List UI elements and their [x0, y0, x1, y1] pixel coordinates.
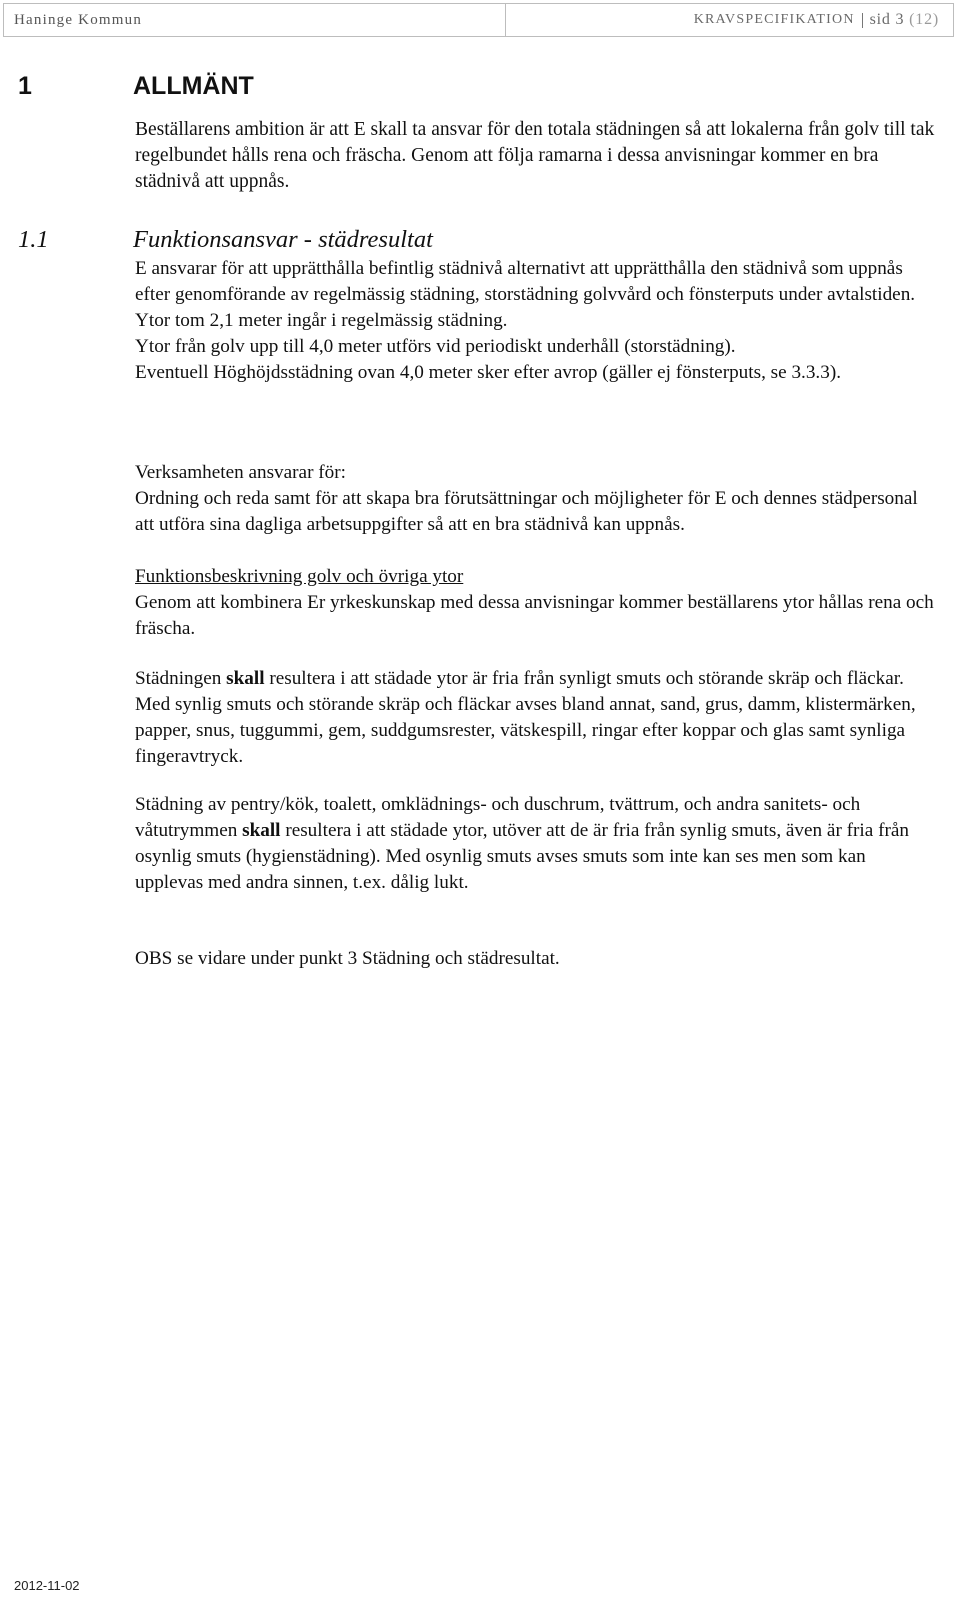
footer-date: 2012-11-02	[14, 1578, 80, 1593]
business-responsibility-paragraph	[135, 460, 935, 538]
header-doc-info	[506, 4, 953, 36]
section-1-1-heading	[18, 226, 433, 254]
high-altitude-cleaning-text: Eventuell Höghöjdsstädning ovan 4,0 meter sker efter avrop (gäller ej fönsterputs, se 3.3.3).	[135, 362, 842, 383]
header-org: Haninge Kommun	[4, 4, 506, 36]
header-page-total: (12)	[909, 11, 939, 28]
visible-dirt-paragraph: Städningen skall resultera i att städade ytor är fria från synligt smuts och störande skräp och fläckar. Med synlig smuts och störande skräp och fläckar avses bland annat, sand, grus, damm, klistermärken, papper, snus, tuggummi, gem, suddgumsrester, vätskespill, ringar efter koppar och glas samt synliga fingeravtryck.	[135, 668, 916, 767]
business-responsibility-heading: Verksamheten ansvarar för:	[135, 462, 346, 483]
function-description-heading: Funktionsbeskrivning golv och övriga ytor	[135, 566, 464, 587]
responsibility-text: E ansvarar för att upprätthålla befintlig städnivå alternativt att upprätthålla den städnivå som uppnås efter genomförande av regelmässig städning, storstädning golvvård och fönsterputs under avtalstiden.	[135, 258, 916, 305]
emphasis-skall: skall	[226, 668, 265, 689]
header-separator	[862, 13, 863, 28]
regular-cleaning-text: Ytor tom 2,1 meter ingår i regelmässig städning.	[135, 310, 508, 331]
header-page: sid 3	[869, 11, 905, 28]
section-1-1-title: Funktionsansvar - städresultat	[133, 226, 433, 253]
function-description-paragraph	[135, 564, 935, 642]
periodic-maintenance-text: Ytor från golv upp till 4,0 meter utförs vid periodiskt underhåll (storstädning).	[135, 336, 736, 357]
emphasis-skall: skall	[242, 820, 281, 841]
responsibility-paragraph	[135, 256, 935, 386]
function-description-text: Genom att kombinera Er yrkeskunskap med dessa anvisningar kommer beställarens ytor hållas rena och fräscha.	[135, 592, 934, 639]
section-1-heading	[18, 72, 254, 101]
header-doc-type: KRAVSPECIFIKATION	[693, 12, 855, 27]
section-1-title: ALLMÄNT	[133, 72, 254, 100]
section-1-intro: Beställarens ambition är att E skall ta ansvar för den totala städningen så att lokalerna från golv till tak regelbundet hålls rena och fräscha. Genom att följa ramarna i dessa anvisningar kommer en bra städnivå att uppnås.	[135, 119, 935, 192]
section-1-number: 1	[18, 72, 32, 100]
section-1-1-number: 1.1	[18, 226, 49, 253]
page-header	[3, 3, 954, 37]
business-responsibility-text: Ordning och reda samt för att skapa bra förutsättningar och möjligheter för E och dennes städpersonal att utföra sina dagliga arbetsuppgifter så att en bra städnivå kan uppnås.	[135, 488, 918, 535]
note-paragraph: OBS se vidare under punkt 3 Städning och städresultat.	[135, 948, 560, 969]
hygiene-cleaning-paragraph: Städning av pentry/kök, toalett, omklädnings- och duschrum, tvättrum, och andra sanitets- och våtutrymmen skall resultera i att städade ytor, utöver att de är fria från synlig smuts, även är fria från osynlig smuts (hygienstädning). Med osynlig smuts avses smuts som inte kan ses men som kan upplevas med andra sinnen, t.ex. dålig lukt.	[135, 794, 909, 893]
